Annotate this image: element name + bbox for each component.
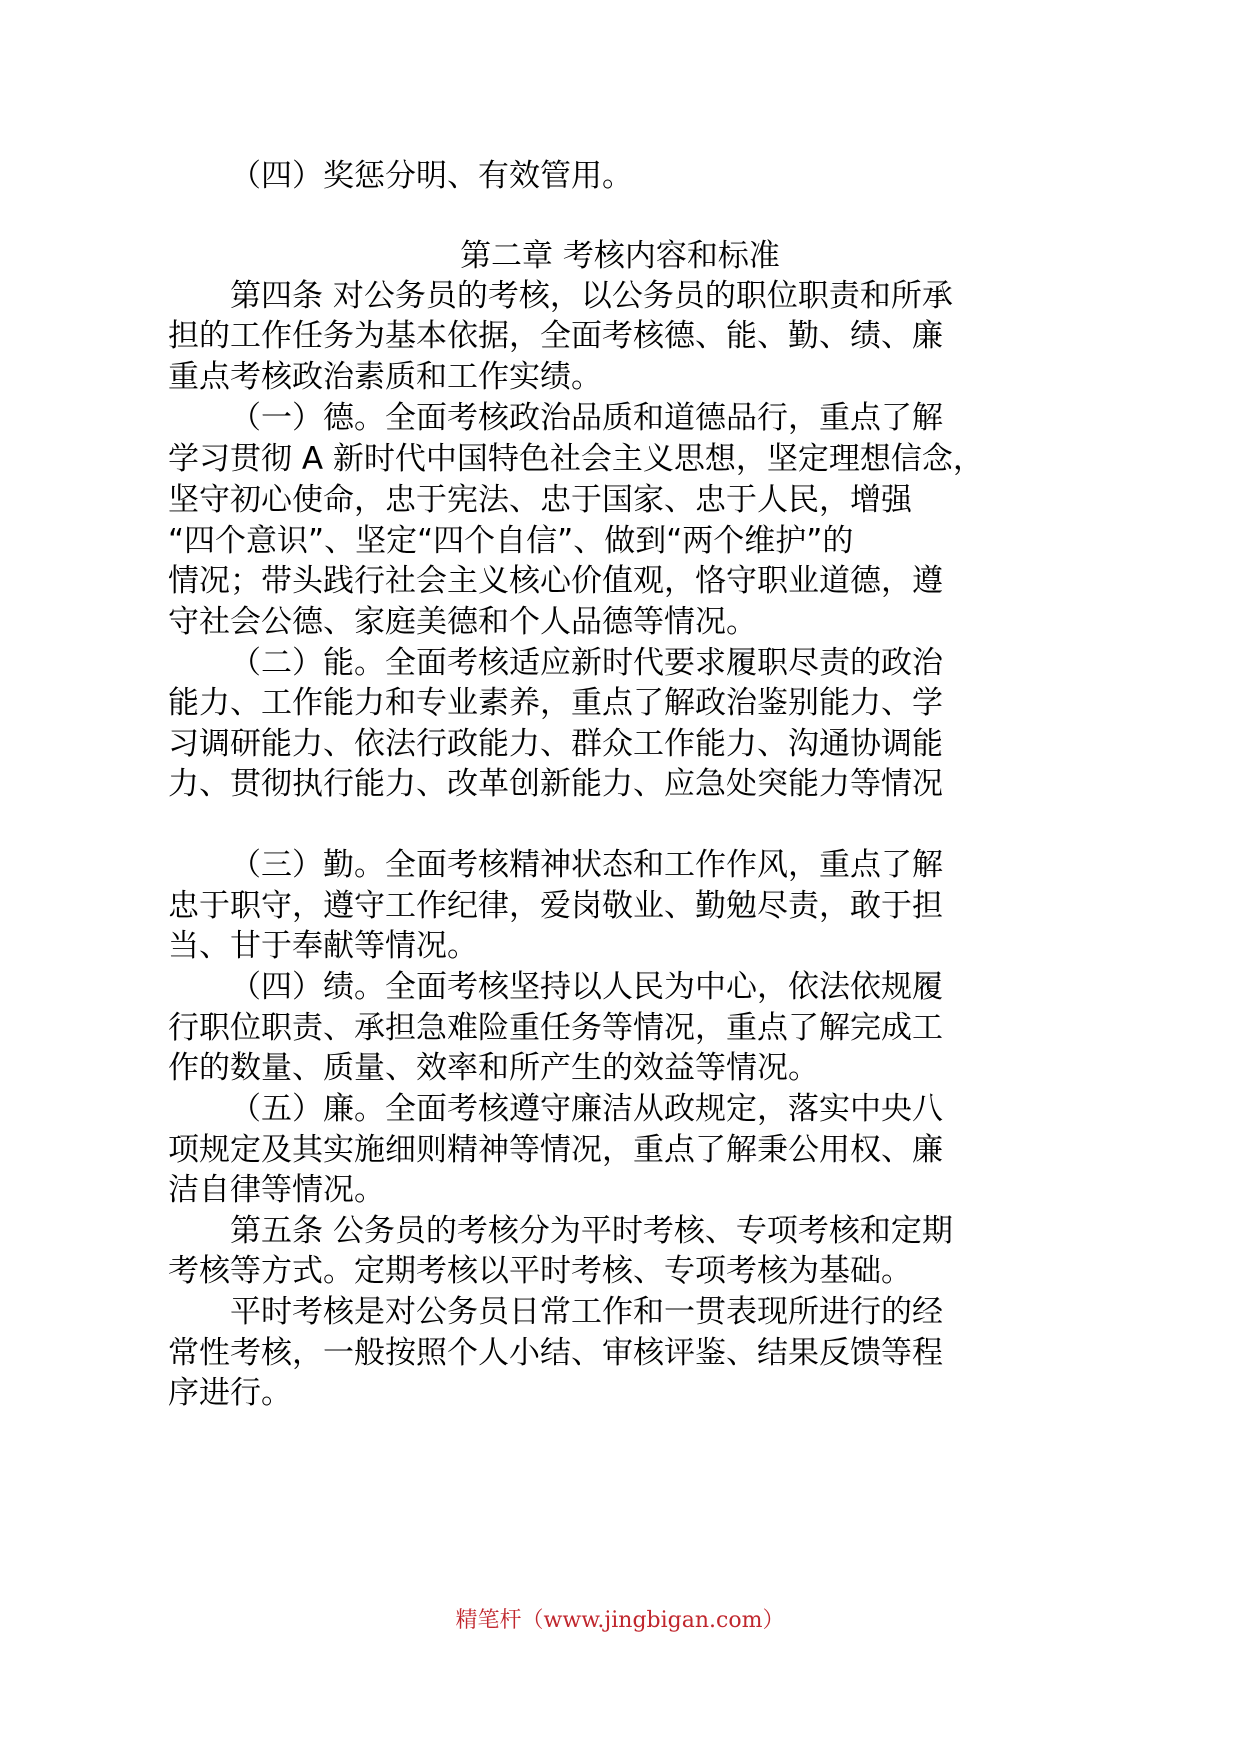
article-line: （二）能。全面考核适应新时代要求履职尽责的政治 [230,645,943,681]
article-line: （四）绩。全面考核坚持以人民为中心，依法依规履 [230,969,943,1005]
article-line: 忠于职守，遵守工作纪律，爱岗敬业、勤勉尽责，敢于担 [168,888,943,924]
article-line: 第五条 公务员的考核分为平时考核、专项考核和定期 [230,1213,953,1249]
article-line: 重点考核政治素质和工作实绩。 [168,359,602,395]
article-line: 习调研能力、依法行政能力、群众工作能力、沟通协调能 [168,726,943,762]
article-line: 担的工作任务为基本依据，全面考核德、能、勤、绩、廉 [168,318,943,354]
article-line: 平时考核是对公务员日常工作和一贯表现所进行的经 [230,1294,943,1330]
article-line: 行职位职责、承担急难险重任务等情况，重点了解完成工 [168,1010,943,1046]
article-line: 序进行。 [168,1375,292,1411]
chapter-title: 第二章 考核内容和标准 [460,238,780,274]
footer-watermark: 精笔杆（www.jingbigan.com） [455,1608,785,1633]
article-line: 项规定及其实施细则精神等情况，重点了解秉公用权、廉 [168,1132,943,1168]
article-line: （五）廉。全面考核遵守廉洁从政规定，落实中央八 [230,1091,943,1127]
article-line: （一）德。全面考核政治品质和道德品行，重点了解 [230,400,943,436]
article-line: （三）勤。全面考核精神状态和工作作风，重点了解 [230,847,943,883]
article-line: 第四条 对公务员的考核，以公务员的职位职责和所承 [230,278,953,314]
article-line: 洁自律等情况。 [168,1172,385,1208]
article-line: 作的数量、质量、效率和所产生的效益等情况。 [168,1050,819,1086]
article-line: 情况；带头践行社会主义核心价值观，恪守职业道德，遵 [168,563,943,599]
article-line: 力、贯彻执行能力、改革创新能力、应急处突能力等情况 [168,766,943,802]
article-line: 当、甘于奉献等情况。 [168,928,478,964]
article-line: 坚守初心使命，忠于宪法、忠于国家、忠于人民，增强 [168,482,912,518]
article-line: 守社会公德、家庭美德和个人品德等情况。 [168,604,757,640]
article-line: 考核等方式。定期考核以平时考核、专项考核为基础。 [168,1253,912,1289]
article-line: 常性考核，一般按照个人小结、审核评鉴、结果反馈等程 [168,1335,943,1371]
list-item: （四）奖惩分明、有效管用。 [230,158,633,194]
article-line: 学习贯彻 A 新时代中国特色社会主义思想，坚定理想信念， [168,441,984,477]
article-line: 能力、工作能力和专业素养，重点了解政治鉴别能力、学 [168,685,943,721]
article-line: “四个意识”、坚定“四个自信”、做到“两个维护”的 [168,523,854,559]
